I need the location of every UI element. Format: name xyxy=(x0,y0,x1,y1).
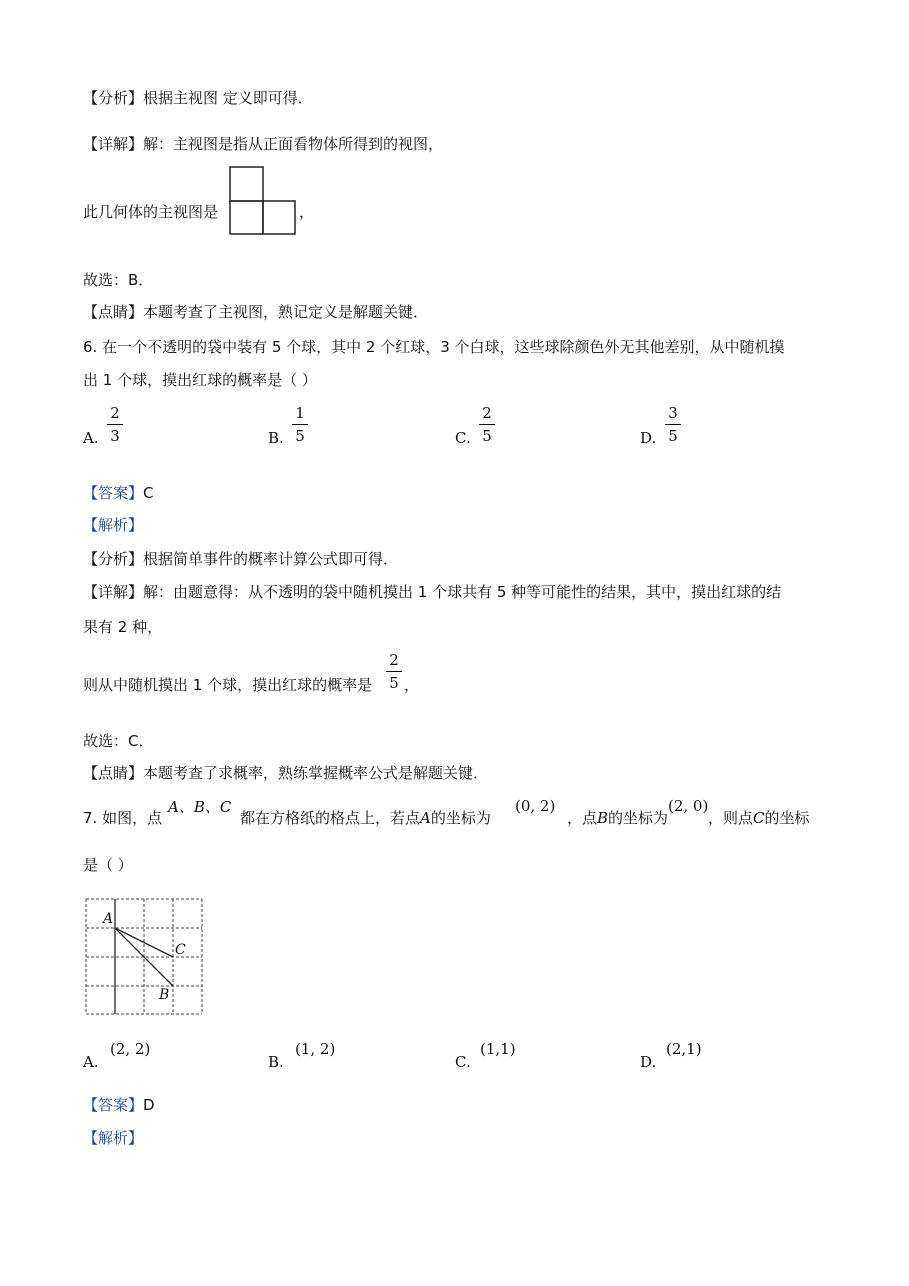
q7-option-b-label: B. xyxy=(268,1053,284,1071)
q7-stem-line2: 是（ ） xyxy=(83,856,133,874)
q6-detail-line3: 则从中随机摸出 1 个球，摸出红球的概率是 xyxy=(83,676,373,694)
q6-option-a-fraction: 2 3 xyxy=(107,404,123,445)
q6-jiexi: 【解析】 xyxy=(83,516,144,534)
q6-choose: 故选：C． xyxy=(83,732,154,750)
q7-stem-prefix: 7. 如图，点 xyxy=(83,809,163,827)
comment-line: 【点睛】本题考查了主视图，熟记定义是解题关键． xyxy=(83,303,429,321)
q7-answer xyxy=(83,1095,155,1115)
q6-option-c-label: C. xyxy=(455,429,471,447)
q7-stem-mid1: 都在方格纸的格点上，若点A的坐标为 xyxy=(240,809,491,827)
q6-stem-line1: 6. 在一个不透明的袋中装有 5 个球，其中 2 个红球，3 个白球，这些球除颜色外无其他差别，从中随机摸 xyxy=(83,338,785,356)
q7-option-a-label: A. xyxy=(83,1053,99,1071)
label-a: A xyxy=(103,911,114,927)
answer-tag: 【答案】 xyxy=(83,1096,144,1114)
q6-option-d-label: D. xyxy=(640,429,657,447)
q7-option-c-value: (1,1) xyxy=(480,1040,516,1058)
q6-comment: 【点睛】本题考查了求概率，熟练掌握概率公式是解题关键． xyxy=(83,764,489,782)
answer-tag: 【答案】 xyxy=(83,484,144,502)
figure-caption: 此几何体的主视图是 xyxy=(83,203,219,221)
front-view-figure xyxy=(229,166,297,236)
q7-option-d-value: (2,1) xyxy=(666,1040,702,1058)
q7-option-d-label: D. xyxy=(640,1053,657,1071)
choose-line: 故选：B． xyxy=(83,271,154,289)
figure-comma: ， xyxy=(299,203,315,221)
label-c: C xyxy=(175,942,186,958)
q6-option-a-label: A. xyxy=(83,429,99,447)
label-b: B xyxy=(159,987,170,1003)
answer-value: D xyxy=(143,1096,155,1114)
segment-ac xyxy=(115,928,173,957)
q7-jiexi: 【解析】 xyxy=(83,1129,144,1147)
q6-detail-comma: ， xyxy=(404,676,420,694)
q7-option-c-label: C. xyxy=(455,1053,471,1071)
q6-option-c-fraction: 2 5 xyxy=(479,404,495,445)
q7-option-b-value: (1, 2) xyxy=(295,1040,336,1058)
detail-line: 【详解】解：主视图是指从正面看物体所得到的视图， xyxy=(83,135,444,153)
q6-option-b-fraction: 1 5 xyxy=(292,404,308,445)
q6-stem-line2: 出 1 个球，摸出红球的概率是（ ） xyxy=(83,371,317,389)
q7-stem-mid2: ，点B的坐标为 xyxy=(567,809,669,827)
q7-coord-b: (2, 0) xyxy=(668,797,709,815)
grid-figure xyxy=(85,898,205,1016)
q7-stem-points: A、B、C xyxy=(168,798,232,816)
q7-stem-mid3: ，则点C的坐标 xyxy=(708,809,810,827)
q6-detail-fraction: 2 5 xyxy=(386,651,402,692)
q7-coord-a: (0, 2) xyxy=(515,797,556,815)
q6-analysis: 【分析】根据简单事件的概率计算公式即可得． xyxy=(83,550,399,568)
q6-detail-line2: 果有 2 种， xyxy=(83,618,163,636)
analysis-line: 【分析】根据主视图 定义即可得． xyxy=(83,89,313,107)
q6-answer xyxy=(83,483,154,503)
q7-option-a-value: (2, 2) xyxy=(110,1040,151,1058)
answer-value: C xyxy=(143,484,154,502)
q6-option-d-fraction: 3 5 xyxy=(665,404,681,445)
q6-option-b-label: B. xyxy=(268,429,284,447)
q6-detail-line1: 【详解】解：由题意得：从不透明的袋中随机摸出 1 个球共有 5 种等可能性的结果，其中，摸出红球的结 xyxy=(83,583,782,601)
